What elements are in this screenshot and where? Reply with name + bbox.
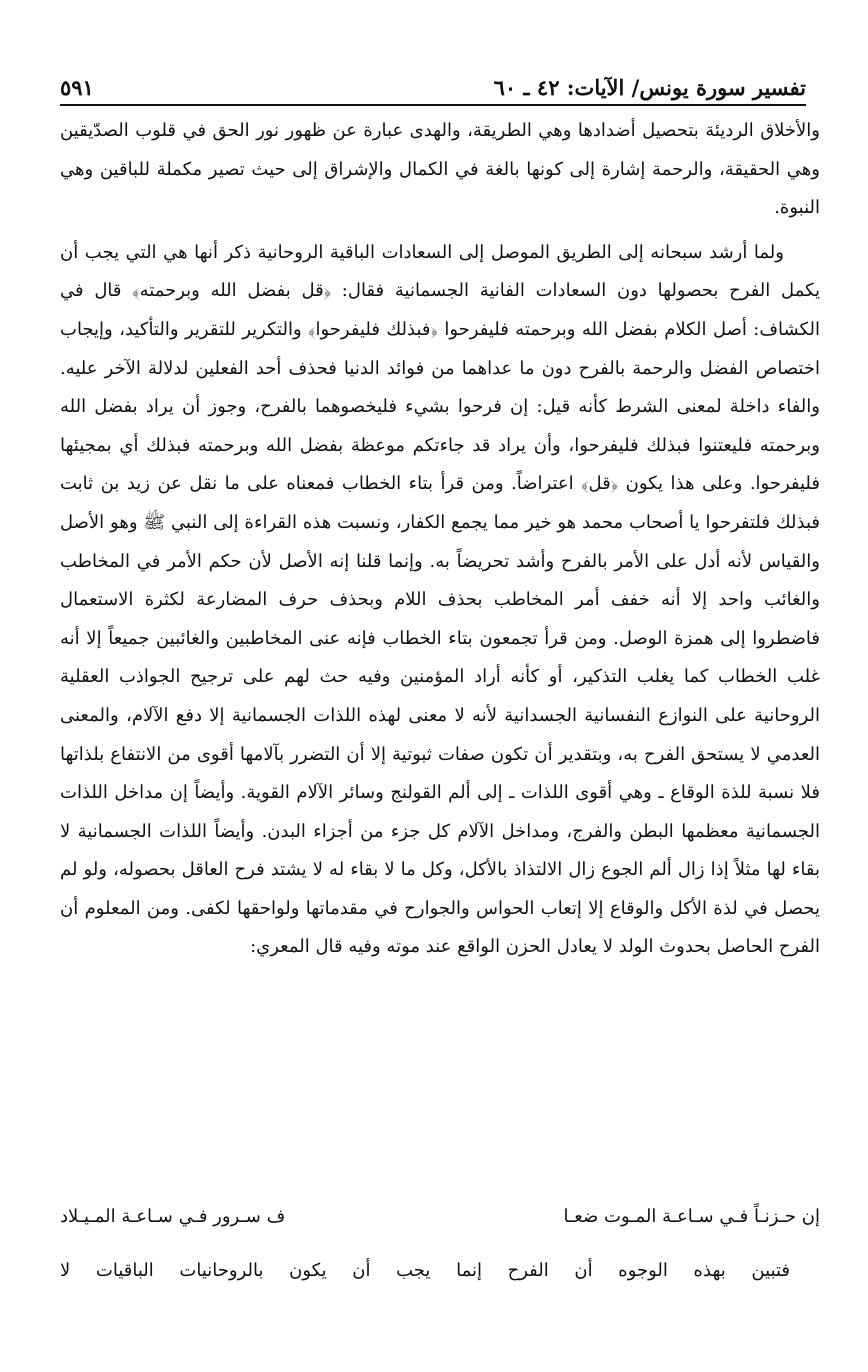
- poetry-verse: [60, 1196, 820, 1236]
- verse-second-hemistich: ف سـرور فـي سـاعـة المـيـلاد: [60, 1205, 286, 1227]
- page-number: ٥٩١: [60, 75, 94, 100]
- header-rule: [60, 104, 806, 106]
- paragraph-main: ولما أرشد سبحانه إلى الطريق الموصل إلى السعادات الباقية الروحانية ذكر أنها هي التي يجب أن يكمل الفرح بحصولها دون السعادات الفانية الجسمانية فقال: ﴿قل بفضل الله وبرحمته﴾ قال في الكشاف: أصل الكلام بفضل الله وبرحمته فليفرحوا ﴿فبذلك فليفرحوا﴾ والتكرير للتقرير والتأكيد، وإيجاب اختصاص الفضل والرحمة بالفرح دون ما عداهما من فوائد الدنيا فحذف أحد الفعلين لدلالة الآخر عليه. والفاء داخلة لمعنى الشرط كأنه قيل: إن فرحوا بشيء فليخصوهما بالفرح، وجوز أن يراد بفضل الله وبرحمته فليعتنوا فبذلك فليفرحوا، وأن يراد قد جاءتكم موعظة بفضل الله وبرحمته فبذلك أي بمجيئها فليفرحوا. وعلى هذا يكون ﴿قل﴾ اعتراضاً. ومن قرأ بتاء الخطاب فمعناه على ما نقل عن زيد بن ثابت فبذلك فلتفرحوا يا أصحاب محمد هو خير مما يجمع الكفار، ونسبت هذه القراءة إلى النبي ﷺ وهو الأصل والقياس لأنه أدل على الأمر بالفرح وأشد تحريضاً به. وإنما قلنا إنه الأصل لأن حكم الأمر في المخاطب والغائب واحد إلا أنه خفف أمر المخاطب بحذف اللام وبحذف حرف المضارعة لكثرة الاستعمال فاضطروا إلى همزة الوصل. ومن قرأ تجمعون بتاء الخطاب فإنه عنى المخاطبين والغائبين جميعاً إلا أنه غلب الخطاب كما يغلب التذكير، أو كأنه أراد المؤمنين وفيه حث لهم على ترجيح الجواذب العقلية الروحانية على النوازع النفسانية الجسدانية لأنه لا معنى لهذه اللذات الجسمانية إلا دفع الآلام، والمعنى العدمي لا يستحق الفرح به، وبتقدير أن تكون صفات ثبوتية إلا أن التضرر بآلامها أقوى من الانتفاع بلذاتها فلا نسبة للذة الوقاع ـ وهي أقوى اللذات ـ إلى ألم القولنج وسائر الآلام القوية. وأيضاً إن مداخل اللذات الجسمانية معظمها البطن والفرج، ومداخل الآلام كل جزء من أجزاء البدن. وأيضاً اللذات الجسمانية لا بقاء لها مثلاً إذا زال ألم الجوع زال الالتذاذ بالأكل، وكل ما لا بقاء له لا يشتد فرح العاقل بحصوله، ولو لم يحصل في لذة الأكل والوقاع إلا إتعاب الحواس والجوارح في مقدماتها ولواحقها لكفى. ومن المعلوم أن الفرح الحاصل بحدوث الولد لا يعادل الحزن الواقع عند موته وفيه قال المعري:: [60, 241, 821, 958]
- running-title: تفسير سورة يونس/ الآيات: ٤٢ ـ ٦٠: [493, 75, 806, 100]
- verse-first-hemistich: إن حـزنـاً فـي سـاعـة المـوت ضعـا: [563, 1205, 820, 1227]
- paragraph-continued: والأخلاق الرديئة بتحصيل أضدادها وهي الطريقة، والهدى عبارة عن ظهور نور الحق في قلوب الصدّيقين وهي الحقيقة، والرحمة إشارة إلى كونها بالغة في الكمال والإشراق إلى حيث تصير مكملة للباقين وهي النبوة.: [60, 120, 820, 219]
- body-text: [60, 112, 820, 967]
- page-header: [60, 60, 806, 100]
- closing-line: فتبين بهذه الوجوه أن الفرح إنما يجب أن يكون بالروحانيات الباقيات لا: [60, 1260, 790, 1281]
